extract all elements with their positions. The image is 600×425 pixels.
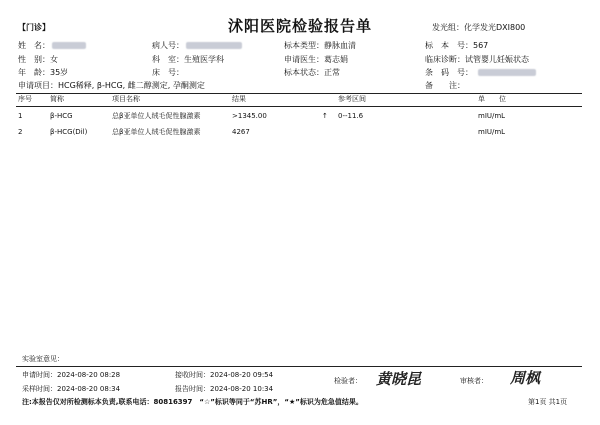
tester-signature: 黄晓昆 — [376, 370, 422, 388]
collect-time: 采样时间：2024-08-20 08:34 — [22, 385, 121, 393]
footer-rule — [16, 366, 582, 367]
patient-name-label: 姓 名： — [18, 41, 50, 50]
sample-number: 标 本 号：567 — [425, 41, 489, 50]
receive-time: 接收时间：2024-08-20 09:54 — [175, 371, 274, 379]
request-time: 申请时间：2024-08-20 08:28 — [22, 371, 121, 379]
barcode-label: 条 码 号： — [425, 68, 473, 77]
row-abbr: β-HCG(Dil) — [50, 128, 88, 136]
row-result: 4267 — [232, 128, 250, 136]
lab-opinion: 实验室意见： — [22, 355, 64, 363]
report-time: 报告时间：2024-08-20 10:34 — [175, 385, 274, 393]
col-header-no: 序号 — [18, 95, 32, 103]
page-number: 第1页 共1页 — [528, 398, 568, 406]
instrument-group: 发光组：化学发光DXI800 — [432, 23, 526, 32]
row-unit: mIU/mL — [478, 128, 506, 136]
row-flag-up-icon: ↑ — [322, 112, 328, 120]
patient-name-redacted — [52, 42, 86, 49]
reviewer-label: 审核者： — [460, 377, 488, 385]
reviewer-signature: 周枫 — [510, 369, 541, 387]
requesting-doctor: 申请医生：葛志娟 — [284, 55, 348, 64]
patient-id-redacted — [186, 42, 242, 49]
clinical-diagnosis: 临床诊断：试管婴儿妊娠状态 — [425, 55, 529, 64]
col-header-name: 项目名称 — [112, 95, 140, 103]
remarks-label: 备 注： — [425, 81, 465, 90]
row-item-name: 总β亚单位人绒毛促性腺激素 — [112, 112, 201, 120]
request-items: 申请项目：HCG稀释, β-HCG, 雌二醇测定, 孕酮测定 — [18, 81, 205, 90]
col-header-abbr: 简称 — [50, 95, 64, 103]
report-title: 沭阳医院检验报告单 — [228, 17, 373, 35]
clinic-tag: 【门诊】 — [18, 23, 50, 32]
row-unit: mIU/mL — [478, 112, 506, 120]
tester-label: 检验者： — [334, 377, 362, 385]
col-header-unit: 单 位 — [478, 95, 506, 103]
row-number: 1 — [18, 112, 23, 120]
sample-status: 标本状态：正常 — [284, 68, 340, 77]
bed-number: 床 号： — [152, 68, 184, 77]
table-header-rule — [16, 106, 582, 107]
patient-gender: 性 别：女 — [18, 55, 58, 64]
row-reference-range: 0--11.6 — [338, 112, 364, 120]
disclaimer: 注:本报告仅对所检测标本负责,联系电话：80816397 “☆”标识等同于“苏HR”，“★”标识为危急值结果。 — [22, 398, 363, 406]
patient-age: 年 龄：35岁 — [18, 68, 69, 77]
row-result: >1345.00 — [232, 112, 267, 120]
col-header-range: 参考区间 — [338, 95, 366, 103]
department: 科 室：生殖医学科 — [152, 55, 224, 64]
col-header-result: 结果 — [232, 95, 246, 103]
table-top-rule — [16, 93, 582, 94]
row-item-name: 总β亚单位人绒毛促性腺激素 — [112, 128, 201, 136]
row-number: 2 — [18, 128, 23, 136]
row-abbr: β-HCG — [50, 112, 73, 120]
barcode-redacted — [478, 69, 536, 76]
patient-id-label: 病人号： — [152, 41, 184, 50]
sample-type: 标本类型：静脉血清 — [284, 41, 356, 50]
